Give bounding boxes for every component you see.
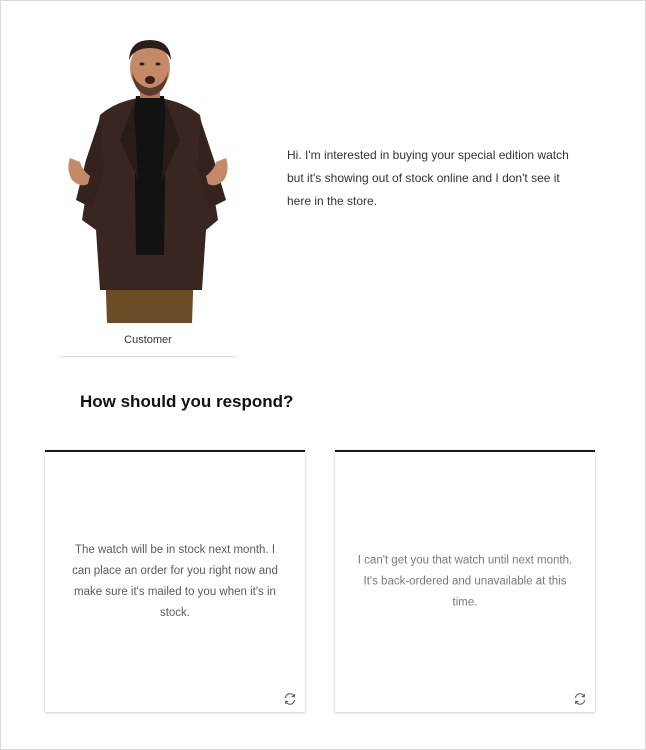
- response-prompt-heading: How should you respond?: [80, 392, 294, 411]
- response-choice-card-1[interactable]: [45, 450, 305, 712]
- character-name-label: Customer: [124, 334, 172, 346]
- customer-illustration: [60, 30, 236, 325]
- customer-dialogue: Hi. I'm interested in buying your special edition watch but it's showing out of stock online and I don't see it here in the store.: [287, 148, 569, 208]
- response-choice-text: I can't get you that watch until next month. It's back-ordered and unavailable at this time.: [357, 554, 573, 609]
- flip-icon[interactable]: [283, 692, 297, 706]
- response-choice-text: The watch will be in stock next month. I can place an order for you right now and make sure it's mailed to you when it's in stock.: [72, 544, 278, 619]
- response-choice-card-2[interactable]: [335, 450, 595, 712]
- character-divider: [60, 356, 236, 357]
- flip-icon[interactable]: [573, 692, 587, 706]
